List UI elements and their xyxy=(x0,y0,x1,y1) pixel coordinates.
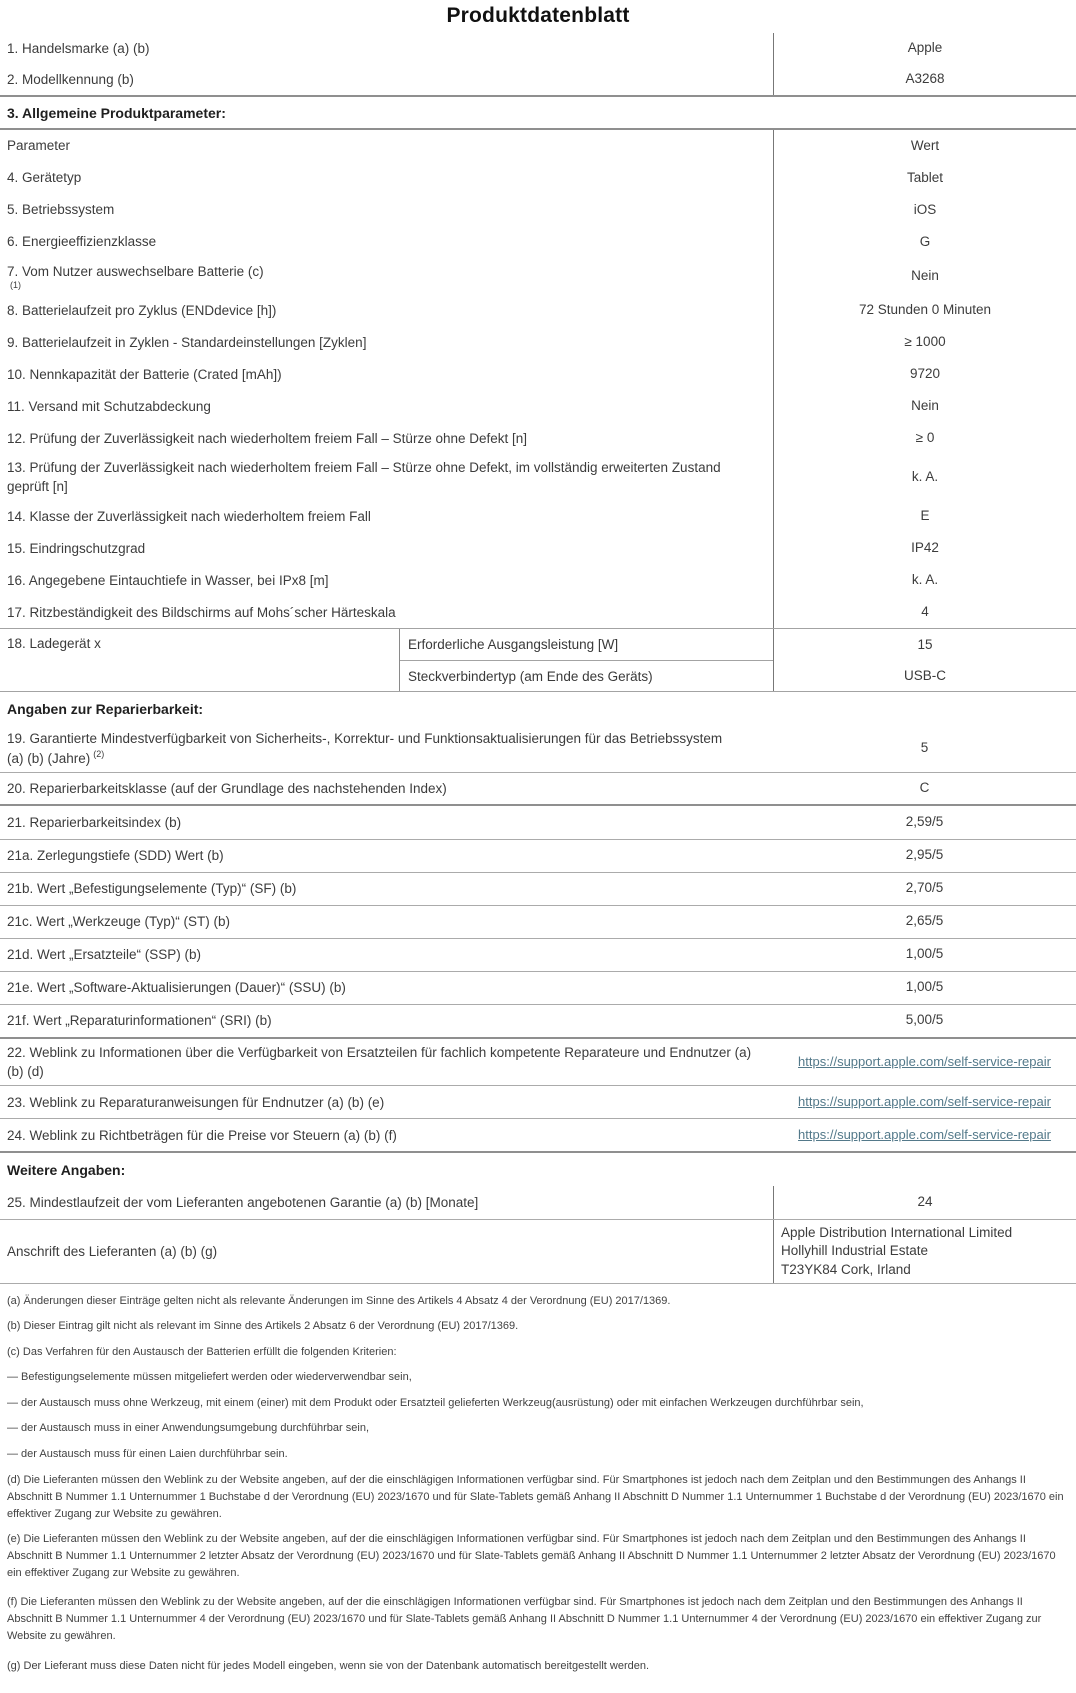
self-service-repair-link[interactable]: https://support.apple.com/self-service-repair xyxy=(798,1127,1051,1142)
row-value: Nein xyxy=(773,258,1076,294)
footnote: — der Austausch muss für einen Laien durchführbar sein. xyxy=(7,1448,288,1461)
table-row xyxy=(0,390,1076,422)
row-value: iOS xyxy=(773,194,1076,226)
table-row xyxy=(0,64,1076,95)
table-row xyxy=(0,1085,1076,1118)
table-row xyxy=(0,596,1076,628)
row-value: 1,00/5 xyxy=(905,979,944,995)
row-label: 24. Weblink zu Richtbeträgen für die Preise vor Steuern (a) (b) (f) xyxy=(7,1127,397,1143)
row-label: 13. Prüfung der Zuverlässigkeit nach wiederholtem freiem Fall – Stürze ohne Defekt, im vollständig erweiterten Zustand geprüft [n] xyxy=(7,460,721,495)
table-row xyxy=(0,130,1076,162)
section-heading-repair: Angaben zur Reparierbarkeit: xyxy=(7,700,204,717)
row-label: 21f. Wert „Reparaturinformationen“ (SRI) (b) xyxy=(7,1013,272,1029)
footnote: — der Austausch muss ohne Werkzeug, mit einem (einer) mit dem Produkt oder Ersatzteil gelieferten Werkzeug(ausrüstung) oder mit einfachen Werkzeugen durchführbar sein, xyxy=(7,1396,864,1409)
row-value: E xyxy=(773,500,1076,532)
row-label: 8. Batterielaufzeit pro Zyklus (ENDdevice [h]) xyxy=(7,302,277,318)
table-row xyxy=(0,806,1076,839)
row-label: 21e. Wert „Software-Aktualisierungen (Dauer)“ (SSU) (b) xyxy=(7,980,346,996)
table-row xyxy=(0,33,1076,64)
table-row xyxy=(0,258,1076,294)
row-label: 21a. Zerlegungstiefe (SDD) Wert (b) xyxy=(7,848,224,864)
row-value: 2,95/5 xyxy=(905,847,944,863)
row-value: Apple xyxy=(773,33,1076,64)
row-label: 2. Modellkennung (b) xyxy=(7,71,134,87)
address-line: Hollyhill Industrial Estate xyxy=(781,1243,929,1259)
row-label: 23. Weblink zu Reparaturanweisungen für Endnutzer (a) (b) (e) xyxy=(7,1094,385,1110)
row-label: 20. Reparierbarkeitsklasse (auf der Grundlage des nachstehenden Index) xyxy=(7,780,447,796)
row-value: G xyxy=(773,226,1076,258)
table-row xyxy=(0,226,1076,258)
footnote: (f) Die Lieferanten müssen den Weblink zu der Website angeben, auf der die einschlägigen Informationen verfügbar sind. Für Smartphones ist jedoch nach dem Zeitplan und den Bestimmungen des Anhangs II Abschnitt B Nummer 1.1 Unternummer 4 der Verordnung (EU) 2023/1670 und für Slate-Tablets gemäß Anhang II Abschnitt D Nummer 1.1 Unternummer 4 der Verordnung (EU) 2023/1670 ein effektiver Zugang zur Website zu gewähren. xyxy=(7,1596,1042,1643)
row-label: 17. Ritzbeständigkeit des Bildschirms auf Mohs´scher Härteskala xyxy=(7,604,396,620)
row-label-line1: 19. Garantierte Mindestverfügbarkeit von Sicherheits-, Korrektur- und Funktionsaktualisierungen für das Betriebssystem xyxy=(7,731,723,747)
row-value: 72 Stunden 0 Minuten xyxy=(773,294,1076,326)
charger-subrow-value: USB-C xyxy=(903,668,946,684)
row-value: 2,59/5 xyxy=(905,813,944,829)
row-label: 14. Klasse der Zuverlässigkeit nach wiederholtem freiem Fall xyxy=(7,508,371,524)
table-row xyxy=(0,532,1076,564)
page-title: Produktdatenblatt xyxy=(446,4,630,27)
row-value: ≥ 1000 xyxy=(773,326,1076,358)
general-parameters-table xyxy=(0,130,1076,628)
charger-subrow-value: 15 xyxy=(917,637,933,653)
footnote: (c) Das Verfahren für den Austausch der Batterien erfüllt die folgenden Kriterien: xyxy=(7,1345,397,1358)
address-line: Apple Distribution International Limited xyxy=(781,1225,1013,1241)
row-value: k. A. xyxy=(773,564,1076,596)
table-row xyxy=(0,326,1076,358)
footnote-ref-1: (1) xyxy=(10,280,21,291)
table-row xyxy=(0,194,1076,226)
row-label: 12. Prüfung der Zuverlässigkeit nach wiederholtem freiem Fall – Stürze ohne Defekt [n] xyxy=(7,430,528,446)
row-label: 5. Betriebssystem xyxy=(7,202,115,218)
row-value xyxy=(773,1119,1076,1151)
row-label: 16. Angegebene Eintauchtiefe in Wasser, bei IPx8 [m] xyxy=(7,572,329,588)
row-value: Nein xyxy=(773,390,1076,422)
row-label: 21d. Wert „Ersatzteile“ (SSP) (b) xyxy=(7,947,202,963)
row-value: 2,70/5 xyxy=(905,880,944,896)
row-value: k. A. xyxy=(773,454,1076,500)
row-value: 1,00/5 xyxy=(905,946,944,962)
charger-sublabels xyxy=(400,629,773,691)
footnote: (b) Dieser Eintrag gilt nicht als relevant im Sinne des Artikels 2 Absatz 6 der Verordnung (EU) 2017/1369. xyxy=(7,1320,519,1333)
row-label: 11. Versand mit Schutzabdeckung xyxy=(7,398,211,414)
table-row xyxy=(0,1004,1076,1037)
table-row xyxy=(0,905,1076,938)
row-value: Tablet xyxy=(773,162,1076,194)
table-row xyxy=(0,1186,1076,1220)
row-label xyxy=(0,258,773,294)
footnote: — der Austausch muss in einer Anwendungsumgebung durchführbar sein, xyxy=(7,1422,369,1435)
charger-subvalues xyxy=(773,629,1076,691)
footnote: — Befestigungselemente müssen mitgeliefert werden oder wiederverwendbar sein, xyxy=(7,1371,412,1384)
row-label: 21b. Wert „Befestigungselemente (Typ)“ (SF) (b) xyxy=(7,881,297,897)
footnote: (d) Die Lieferanten müssen den Weblink zu der Website angeben, auf der die einschlägigen Informationen verfügbar sind. Für Smartphones ist jedoch nach dem Zeitplan und den Bestimmungen des Anhangs II Abschnitt B Nummer 1.1 Unternummer 1 Buchstabe d der Verordnung (EU) 2023/1670 und für Slate-Tablets gemäß Anhang II Abschnitt D Nummer 1.1 Unternummer 1 Buchstabe d der Verordnung (EU) 2023/1670 ein effektiver Zugang zur Website zu gewähren. xyxy=(7,1473,1064,1520)
footnote: (e) Die Lieferanten müssen den Weblink zu der Website angeben, auf der die einschlägigen Informationen verfügbar sind. Für Smartphones ist jedoch nach dem Zeitplan und den Bestimmungen des Anhangs II Abschnitt B Nummer 1.1 Unternummer 2 letzter Absatz der Verordnung (EU) 2023/1670 und für Slate-Tablets gemäß Anhang II Abschnitt D Nummer 1.1 Unternummer 2 letzter Absatz der Verordnung (EU) 2023/1670 ein effektiver Zugang zur Website zu gewähren. xyxy=(7,1533,1056,1580)
table-row xyxy=(0,1118,1076,1151)
self-service-repair-link[interactable]: https://support.apple.com/self-service-repair xyxy=(798,1053,1051,1069)
row-label xyxy=(0,725,773,771)
row-value: A3268 xyxy=(773,64,1076,95)
charger-label: 18. Ladegerät x xyxy=(0,629,400,691)
row-label: Anschrift des Lieferanten (a) (b) (g) xyxy=(7,1243,218,1259)
charger-subrow-label: Steckverbindertyp (am Ende des Geräts) xyxy=(400,660,773,692)
table-row xyxy=(0,422,1076,454)
table-row xyxy=(0,872,1076,905)
row-label: 21. Reparierbarkeitsindex (b) xyxy=(7,814,182,830)
section-heading-more: Weitere Angaben: xyxy=(7,1161,126,1178)
row-label: 22. Weblink zu Informationen über die Verfügbarkeit von Ersatzteilen für fachlich kompetente Reparateure und Endnutzer (a) (b) (d) xyxy=(7,1044,752,1079)
table-row xyxy=(0,500,1076,532)
footnotes xyxy=(0,1284,1076,1693)
row-value: 9720 xyxy=(773,358,1076,390)
section-heading-general: 3. Allgemeine Produktparameter: xyxy=(0,97,1076,130)
table-row xyxy=(0,1039,1076,1085)
row-value xyxy=(773,1039,1076,1085)
table-row xyxy=(0,358,1076,390)
row-label: Parameter xyxy=(7,138,71,154)
footnote: (g) Der Lieferant muss diese Daten nicht für jedes Modell eingeben, wenn sie von der Datenbank automatisch bereitgestellt werden. xyxy=(7,1659,650,1672)
row-label: 1. Handelsmarke (a) (b) xyxy=(7,40,150,56)
row-label: 21c. Wert „Werkzeuge (Typ)“ (ST) (b) xyxy=(7,914,231,930)
row-value xyxy=(773,1086,1076,1118)
row-label: 6. Energieeffizienzklasse xyxy=(7,234,157,250)
row-label-text: 7. Vom Nutzer auswechselbare Batterie (c) xyxy=(7,264,264,279)
table-row xyxy=(0,294,1076,326)
supplier-address-row xyxy=(0,1220,1076,1284)
row-label-line2: (a) (b) (Jahre) $^{(2)}$ xyxy=(7,749,105,766)
table-row xyxy=(0,162,1076,194)
table-row xyxy=(0,454,1076,500)
row-value: 5,00/5 xyxy=(905,1012,944,1028)
row-label: 10. Nennkapazität der Batterie (Crated [mAh]) xyxy=(7,366,282,382)
row-label: 25. Mindestlaufzeit der vom Lieferanten angebotenen Garantie (a) (b) [Monate] xyxy=(7,1195,479,1211)
row-value: ≥ 0 xyxy=(773,422,1076,454)
footnote-ref-2: (2) xyxy=(93,749,105,760)
table-row xyxy=(0,773,1076,806)
table-row xyxy=(0,938,1076,971)
address-line: T23YK84 Cork, Irland xyxy=(781,1261,911,1277)
top-table xyxy=(0,33,1076,97)
self-service-repair-link[interactable]: https://support.apple.com/self-service-repair xyxy=(798,1094,1051,1109)
row-value: IP42 xyxy=(773,532,1076,564)
row-value: 24 xyxy=(773,1186,1076,1219)
footnote: (a) Änderungen dieser Einträge gelten nicht als relevante Änderungen im Sinne des Artikels 4 Absatz 4 der Verordnung (EU) 2017/1369. xyxy=(7,1294,671,1307)
table-row xyxy=(0,564,1076,596)
row-value: 5 xyxy=(920,740,929,756)
row-value: C xyxy=(919,779,930,795)
row-label: 15. Eindringschutzgrad xyxy=(7,540,146,556)
row-label: 9. Batterielaufzeit in Zyklen - Standardeinstellungen [Zyklen] xyxy=(7,334,367,350)
table-row xyxy=(0,725,1076,772)
weblink-rows xyxy=(0,1037,1076,1153)
charger-subrow-label: Erforderliche Ausgangsleistung [W] xyxy=(408,637,619,653)
table-row xyxy=(0,839,1076,872)
row-value: 4 xyxy=(773,596,1076,628)
charger-row xyxy=(0,628,1076,692)
row-value: Wert xyxy=(773,130,1076,162)
row-value: 2,65/5 xyxy=(905,913,944,929)
table-row xyxy=(0,971,1076,1004)
row-label: 4. Gerätetyp xyxy=(7,170,82,186)
supplier-address xyxy=(773,1220,1076,1283)
